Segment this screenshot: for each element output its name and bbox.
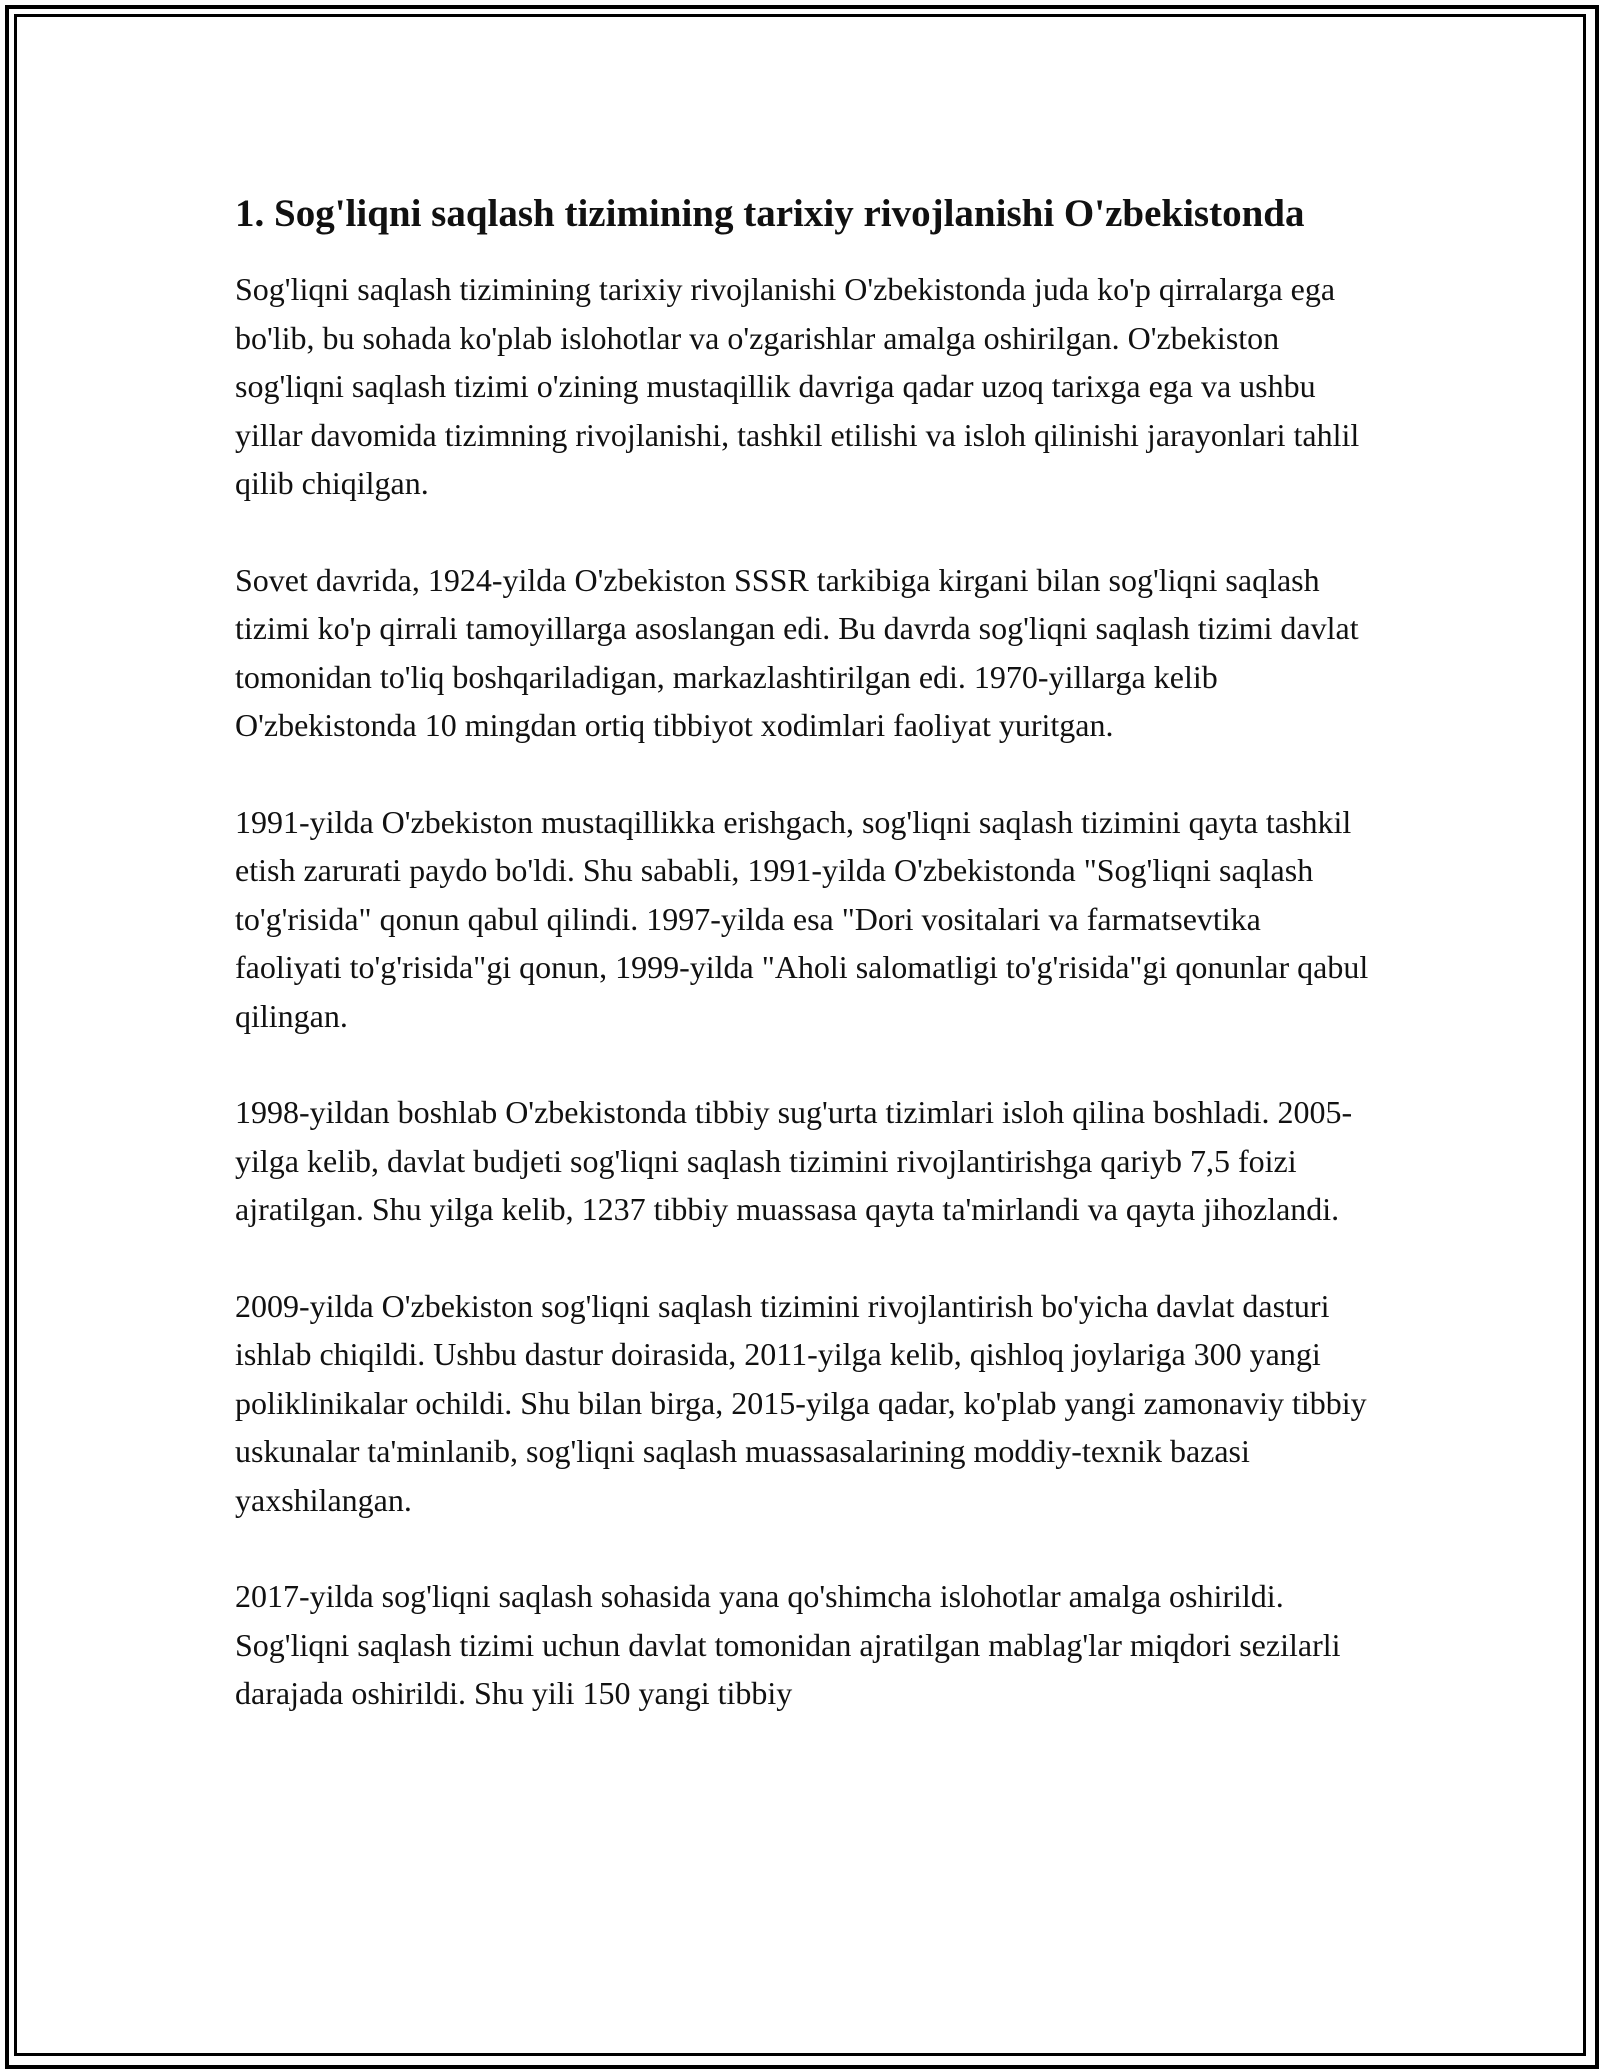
paragraph: 2017-yilda sog'liqni saqlash sohasida yana qo'shimcha islohotlar amalga oshirildi. Sog'liqni saqlash tizimi uchun davlat tomonidan ajratilgan mablag'lar miqdori sezilarli darajada oshirildi. Shu yili 150 yangi tibbiy	[235, 1578, 1341, 1711]
document-body	[235, 186, 1375, 1766]
paragraph: 1991-yilda O'zbekiston mustaqillikka erishgach, sog'liqni saqlash tizimini qayta tashkil etish zarurati paydo bo'ldi. Shu sababli, 1991-yilda O'zbekistonda "Sog'liqni saqlash to'g'risida" qonun qabul qilindi. 1997-yilda esa "Dori vositalari va farmatsevtika faoliyati to'g'risida"gi qonun, 1999-yilda "Aholi salomatligi to'g'risida"gi qonunlar qabul qilingan.	[235, 803, 1369, 1034]
paragraph: 2009-yilda O'zbekiston sog'liqni saqlash tizimini rivojlantirish bo'yicha davlat dasturi ishlab chiqildi. Ushbu dastur doirasida, 2011-yilga kelib, qishloq joylariga 300 yangi poliklinikalar ochildi. Shu bilan birga, 2015-yilga qadar, ko'plab yangi zamonaviy tibbiy uskunalar ta'minlanib, sog'liqni saqlash muassasalarining moddiy-texnik bazasi yaxshilangan.	[235, 1287, 1367, 1518]
paragraph: Sovet davrida, 1924-yilda O'zbekiston SSSR tarkibiga kirgani bilan sog'liqni saqlash tizimi ko'p qirrali tamoyillarga asoslangan edi. Bu davrda sog'liqni saqlash tizimi davlat tomonidan to'liq boshqariladigan, markazlashtirilgan edi. 1970-yillarga kelib O'zbekistonda 10 mingdan ortiq tibbiyot xodimlari faoliyat yuritgan.	[235, 561, 1359, 743]
paragraph: Sog'liqni saqlash tizimining tarixiy rivojlanishi O'zbekistonda juda ko'p qirralarga ega bo'lib, bu sohada ko'plab islohotlar va o'zgarishlar amalga oshirilgan. O'zbekiston sog'liqni saqlash tizimi o'zining mustaqillik davriga qadar uzoq tarixga ega va ushbu yillar davomida tizimning rivojlanishi, tashkil etilishi va isloh qilinishi jarayonlari tahlil qilib chiqilgan.	[235, 271, 1360, 501]
paragraph: 1998-yildan boshlab O'zbekistonda tibbiy sug'urta tizimlari isloh qilina boshladi. 2005-yilga kelib, davlat budjeti sog'liqni saqlash tizimini rivojlantirishga qariyb 7,5 foizi ajratilgan. Shu yilga kelib, 1237 tibbiy muassasa qayta ta'mirlandi va qayta jihozlandi.	[235, 1094, 1353, 1227]
section-title: 1. Sog'liqni saqlash tizimining tarixiy rivojlanishi O'zbekistonda	[235, 192, 1305, 235]
